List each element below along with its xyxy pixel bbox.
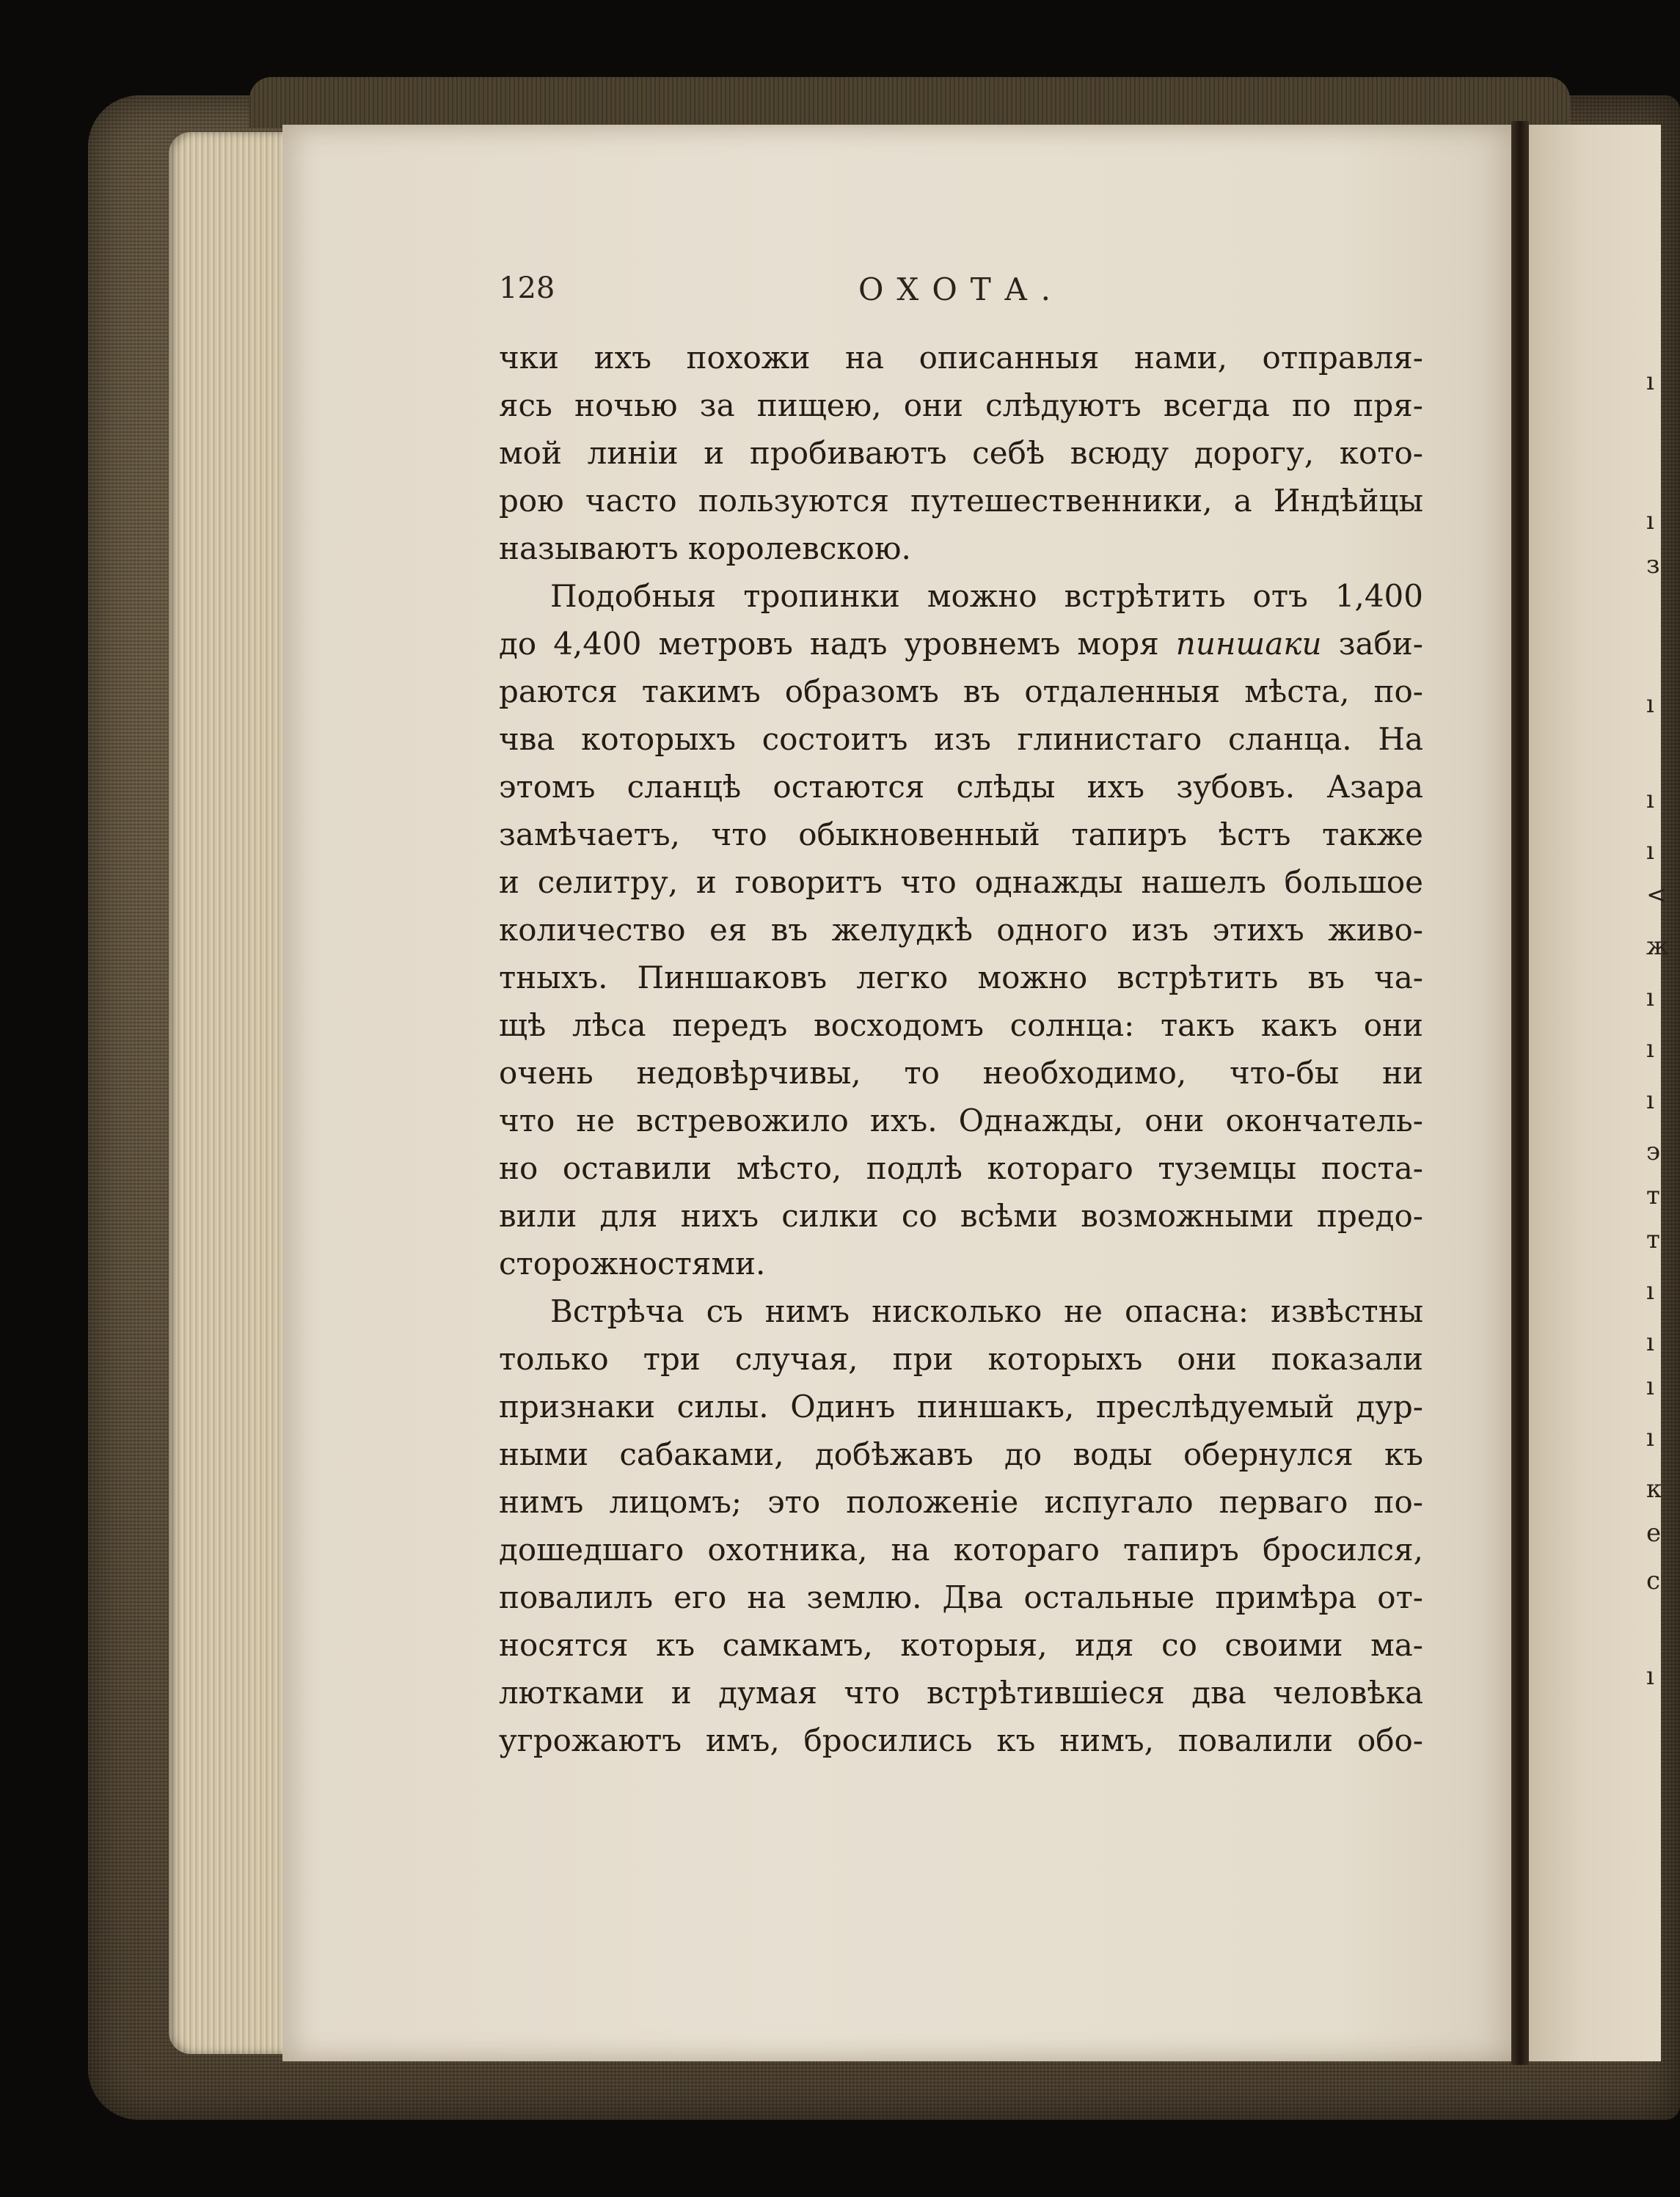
text-line: что не встревожило ихъ. Однажды, они окончатель-: [499, 1103, 1423, 1138]
facing-page-fragment: ı: [1646, 1276, 1654, 1306]
text-line: ными сабаками, добѣжавъ до воды обернулся къ: [499, 1436, 1423, 1472]
facing-page-fragment: ı: [1646, 1372, 1654, 1401]
text-line: тныхъ. Пиншаковъ легко можно встрѣтить въ ча-: [499, 959, 1423, 995]
text-line: дошедшаго охотника, на котораго тапиръ бросился,: [499, 1532, 1423, 1568]
text-line: чки ихъ похожи на описанныя нами, отправля-: [499, 340, 1423, 376]
text-line-with-italic: [499, 620, 1423, 668]
running-head: [499, 271, 1423, 315]
facing-page-fragment: ı: [1646, 836, 1654, 866]
text-line: угрожаютъ имъ, бросились къ нимъ, повалили обо-: [499, 1722, 1423, 1758]
text-line: мой линіи и пробиваютъ себѣ всюду дорогу, кото-: [499, 435, 1423, 471]
text-line: щѣ лѣса передъ восходомъ солнца: такъ какъ они: [499, 1007, 1423, 1043]
text-line: и селитру, и говоритъ что однажды нашелъ большое: [499, 864, 1423, 900]
text-line: Подобныя тропинки можно встрѣтить отъ 1,400: [550, 578, 1423, 614]
facing-page-fragment: <: [1646, 880, 1668, 910]
text-line: количество ея въ желудкѣ одного изъ этихъ живо-: [499, 912, 1423, 948]
facing-page-fragment: е: [1646, 1518, 1662, 1548]
text-line: сторожностями.: [499, 1246, 766, 1282]
book-gutter: [1511, 121, 1529, 2065]
text-line: носятся къ самкамъ, которыя, идя со своими ма-: [499, 1627, 1423, 1663]
facing-page-fragment: ı: [1646, 785, 1654, 814]
cover-spine-strip: [249, 77, 1570, 128]
facing-page-fragment: ı: [1646, 367, 1654, 396]
text-line: нимъ лицомъ; это положеніе испугало перваго по-: [499, 1484, 1423, 1520]
text-span: заби-: [1338, 626, 1423, 662]
body-text: [499, 334, 1423, 1764]
text-line: вили для нихъ силки со всѣми возможными предо-: [499, 1198, 1423, 1234]
text-line: замѣчаетъ, что обыкновенный тапиръ ѣстъ также: [499, 816, 1423, 852]
text-line: рою часто пользуются путешественники, а Индѣйцы: [499, 483, 1423, 519]
italic-term: пиншаки: [1175, 626, 1322, 662]
facing-page-fragment: ı: [1646, 1034, 1654, 1064]
facing-page-fragment: з: [1646, 550, 1660, 580]
facing-page-fragment: с: [1646, 1566, 1661, 1595]
text-line: но оставили мѣсто, подлѣ котораго туземцы поста-: [499, 1150, 1423, 1186]
text-line: очень недовѣрчивы, то необходимо, что-бы ни: [499, 1055, 1423, 1091]
facing-page-fragment: ı: [1646, 1662, 1654, 1691]
text-span: до 4,400 метровъ надъ уровнемъ моря: [499, 626, 1159, 662]
text-line: признаки силы. Одинъ пиншакъ, преслѣдуемый дур-: [499, 1389, 1423, 1425]
running-title: ОХОТА.: [858, 271, 1064, 307]
facing-page-fragment: т: [1646, 1225, 1660, 1254]
text-line: этомъ сланцѣ остаются слѣды ихъ зубовъ. Азара: [499, 769, 1423, 805]
page-block-edges: [169, 132, 293, 2054]
facing-page-fragment: к: [1646, 1474, 1662, 1504]
facing-page-fragment: т: [1646, 1181, 1660, 1210]
text-line: лютками и думая что встрѣтившіеся два человѣка: [499, 1675, 1423, 1711]
facing-page-fragment: э: [1646, 1137, 1661, 1166]
text-line: повалилъ его на землю. Два остальные примѣра от-: [499, 1579, 1423, 1615]
facing-page-fragment: ı: [1646, 690, 1654, 719]
text-line: Встрѣча съ нимъ нисколько не опасна: извѣстны: [550, 1293, 1423, 1329]
text-line: ясь ночью за пищею, они слѣдуютъ всегда по пря-: [499, 387, 1423, 423]
facing-page-fragment: ж: [1646, 932, 1670, 961]
page-number: 128: [499, 271, 555, 305]
text-line: чва которыхъ состоитъ изъ глинистаго сланца. На: [499, 721, 1423, 757]
facing-page-fragment: ı: [1646, 1328, 1654, 1357]
facing-page-fragment: ı: [1646, 506, 1654, 535]
facing-page-fragment: ı: [1646, 1086, 1654, 1115]
facing-page-fragment: ı: [1646, 983, 1654, 1012]
text-line: раются такимъ образомъ въ отдаленныя мѣста, по-: [499, 673, 1423, 709]
text-line: называютъ королевскою.: [499, 530, 911, 566]
text-line: только три случая, при которыхъ они показали: [499, 1341, 1423, 1377]
facing-page-fragment: ı: [1646, 1423, 1654, 1452]
facing-page: [1529, 125, 1670, 2061]
